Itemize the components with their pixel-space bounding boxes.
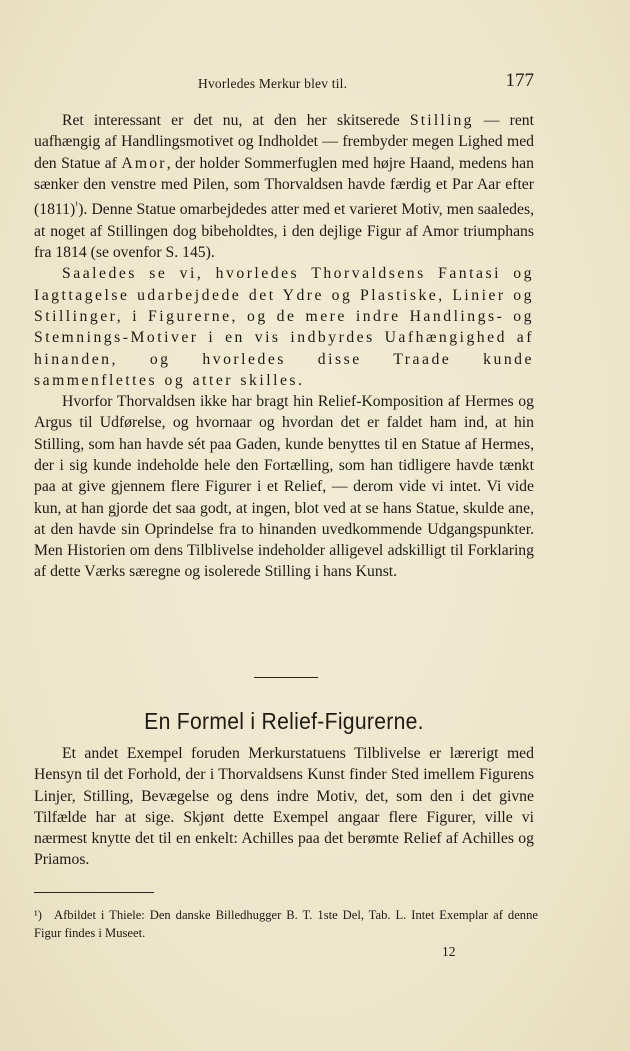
- paragraph-3: Hvorfor Thorvaldsen ikke har bragt hin Relief-Komposition af Hermes og Argus til Udførelse, og hvornaar og hvordan det er faldet ham ind, at hin Stilling, som han havde sét paa Gaden, kunde benyttes til en Statue af Hermes, der i sig kunde indeholde hele den Fortælling, som han tidligere havde tænkt paa at give gjennem flere Figurer i et Relief, — derom vide vi intet. Vi vide kun, at han gjorde det saa godt, at ingen, blot ved at se hans Statue, skulde ane, at den havde sin Oprindelse fra to hinanden uvedkommende Udgangspunkter. Men Historien om dens Tilblivelse indeholder alligevel adskilligt til Forklaring af dette Værks særegne og isolerede Stilling i hans Kunst.: [34, 393, 534, 581]
- paragraph-1-part-a: Ret interessant er det nu, at den her skitserede: [62, 112, 410, 129]
- section-text: [34, 743, 534, 871]
- paragraph-2: Saaledes se vi, hvorledes Thorvaldsens Fantasi og Iagttagelse udarbejdede det Ydre og Plastiske, Linier og Stillinger, i Figurerne, og de mere indre Handlings- og Stemnings-Motiver i en vis indbyrdes Uafhængighed af hinanden, og hvorledes disse Traade kunde sammenflettes og atter skilles.: [34, 265, 534, 389]
- section-heading: En Formel i Relief-Figurerne.: [144, 708, 424, 734]
- section-divider: [254, 677, 318, 678]
- footnote-rule: [34, 892, 154, 893]
- page-header: [34, 70, 534, 100]
- footnote: [34, 906, 538, 942]
- paragraph-1-part-b: — rent uafhængig af Handlingsmotivet og Indholdet — frembyder megen Lighed med den Statue af: [34, 112, 534, 172]
- footnote-text: Afbildet i Thiele: Den danske Billedhugger B. T. 1ste Del, Tab. L. Intet Exemplar af denne Figur findes i Museet.: [34, 908, 538, 940]
- paragraph-1-part-c: , der holder Sommerfuglen med højre Haand, medens han sænker den venstre med Pilen, som Thorvaldsen havde færdig et Par Aar efter (1811): [34, 154, 534, 219]
- section-paragraph-1: Et andet Exempel foruden Merkurstatuens Tilblivelse er lærerigt med Hensyn til det Forhold, der i Thorvaldsens Kunst finder Sted imellem Figurens Linjer, Stilling, Bevægelse og dens indre Motiv, det, som den i det givne Tilfælde har at sige. Skjønt dette Exempel angaar flere Figurer, ville vi nærmest knytte det til en enkelt: Achilles paa det berømte Relief af Achilles og Priamos.: [34, 745, 534, 869]
- page-number: 177: [505, 70, 534, 91]
- emphasis-amor: Amor: [121, 154, 167, 172]
- footnote-reference: ¹: [75, 200, 79, 212]
- body-text: [34, 110, 534, 583]
- emphasis-stilling: Stilling: [409, 112, 474, 129]
- paragraph-1-part-d: ). Denne Statue omarbejdedes atter med et varieret Motiv, men saaledes, at noget af Stillingen dog bibeholdtes, i den dejlige Figur af Amor triumphans fra 1814 (se ovenfor S. 145).: [34, 201, 534, 262]
- footnote-marker: ¹): [34, 908, 42, 922]
- paragraph-1: [34, 110, 534, 263]
- running-title: Hvorledes Merkur blev til.: [198, 76, 348, 91]
- signature-mark: 12: [442, 944, 456, 959]
